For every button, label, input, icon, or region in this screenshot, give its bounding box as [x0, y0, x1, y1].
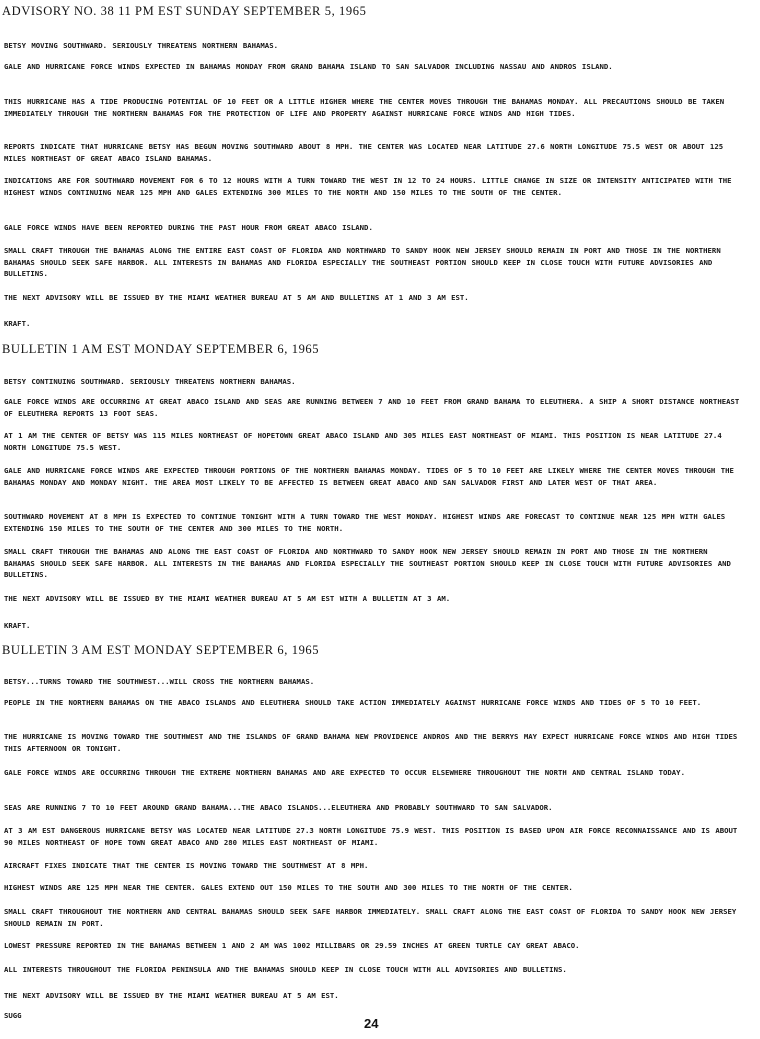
signature: SUGG [4, 1011, 22, 1020]
paragraph: GALE FORCE WINDS ARE OCCURRING THROUGH THE EXTREME NORTHERN BAHAMAS AND ARE EXPECTED TO OCCUR ELSEWHERE THROUGHOUT THE NORTH AND CENTRAL ISLAND TODAY. [4, 768, 685, 777]
paragraph: THE NEXT ADVISORY WILL BE ISSUED BY THE MIAMI WEATHER BUREAU AT 5 AM AND BULLETINS AT 1 AND 3 AM EST. [4, 293, 469, 302]
paragraph: HIGHEST WINDS ARE 125 MPH NEAR THE CENTER. GALES EXTEND OUT 150 MILES TO THE SOUTH AND 300 MILES TO THE NORTH OF THE CENTER. [4, 883, 573, 892]
bulletin-3am-title: BULLETIN 3 AM EST MONDAY SEPTEMBER 6, 1965 [2, 643, 320, 657]
paragraph: SMALL CRAFT THROUGH THE BAHAMAS ALONG THE ENTIRE EAST COAST OF FLORIDA AND NORTHWARD TO SANDY HOOK NEW JERSEY SHOULD REMAIN IN PORT AND THOSE IN THE NORTHERN BAHAMAS SHOULD SEEK SAFE HARBOR. ALL INTERESTS IN BAHAMAS AND FLORIDA ESPECIALLY THE SOUTHEAST PORTION SHOULD KEEP IN CLOSE TOUCH WITH FUTURE ADVISORIES AND BULLETINS. [4, 246, 721, 278]
paragraph: REPORTS INDICATE THAT HURRICANE BETSY HAS BEGUN MOVING SOUTHWARD ABOUT 8 MPH. THE CENTER WAS LOCATED NEAR LATITUDE 27.6 NORTH LONGITUDE 75.5 WEST OR ABOUT 125 MILES NORTHEAST OF GREAT ABACO ISLAND BAHAMAS. [4, 142, 724, 163]
paragraph: AT 1 AM THE CENTER OF BETSY WAS 115 MILES NORTHEAST OF HOPETOWN GREAT ABACO ISLAND AND 305 MILES EAST NORTHEAST OF MIAMI. THIS POSITION IS NEAR LATITUDE 27.4 NORTH LONGITUDE 75.5 WEST. [4, 431, 722, 452]
paragraph: THE NEXT ADVISORY WILL BE ISSUED BY THE MIAMI WEATHER BUREAU AT 5 AM EST WITH A BULLETIN AT 3 AM. [4, 594, 451, 603]
signature: KRAFT. [4, 319, 31, 328]
paragraph: LOWEST PRESSURE REPORTED IN THE BAHAMAS BETWEEN 1 AND 2 AM WAS 1002 MILLIBARS OR 29.59 INCHES AT GREEN TURTLE CAY GREAT ABACO. [4, 941, 580, 950]
paragraph: SOUTHWARD MOVEMENT AT 8 MPH IS EXPECTED TO CONTINUE TONIGHT WITH A TURN TOWARD THE WEST MONDAY. HIGHEST WINDS ARE FORECAST TO CONTINUE NEAR 125 MPH WITH GALES EXTENDING 150 MILES TO THE SOUTH OF THE CENTER AND 300 MILES TO THE NORTH. [4, 512, 726, 533]
paragraph: GALE FORCE WINDS HAVE BEEN REPORTED DURING THE PAST HOUR FROM GREAT ABACO ISLAND. [4, 223, 373, 232]
paragraph: PEOPLE IN THE NORTHERN BAHAMAS ON THE ABACO ISLANDS AND ELEUTHERA SHOULD TAKE ACTION IMMEDIATELY AGAINST HURRICANE FORCE WINDS AND TIDES OF 5 TO 10 FEET. [4, 698, 702, 707]
paragraph: BETSY MOVING SOUTHWARD. SERIOUSLY THREATENS NORTHERN BAHAMAS. [4, 41, 278, 50]
paragraph: AIRCRAFT FIXES INDICATE THAT THE CENTER IS MOVING TOWARD THE SOUTHWEST AT 8 MPH. [4, 861, 369, 870]
signature: KRAFT. [4, 621, 31, 630]
paragraph: THE NEXT ADVISORY WILL BE ISSUED BY THE MIAMI WEATHER BUREAU AT 5 AM EST. [4, 991, 339, 1000]
page-number: 24 [364, 1016, 379, 1031]
paragraph: SMALL CRAFT THROUGHOUT THE NORTHERN AND CENTRAL BAHAMAS SHOULD SEEK SAFE HARBOR IMMEDIATELY. SMALL CRAFT ALONG THE EAST COAST OF FLORIDA TO SANDY HOOK NEW JERSEY SHOULD REMAIN IN PORT. [4, 907, 737, 928]
paragraph: BETSY CONTINUING SOUTHWARD. SERIOUSLY THREATENS NORTHERN BAHAMAS. [4, 377, 296, 386]
paragraph: GALE AND HURRICANE FORCE WINDS ARE EXPECTED THROUGH PORTIONS OF THE NORTHERN BAHAMAS MONDAY. TIDES OF 5 TO 10 FEET ARE LIKELY WHERE THE CENTER MOVES THROUGH THE BAHAMAS MONDAY AND MONDAY NIGHT. THE AREA MOST LIKELY TO BE AFFECTED IS BETWEEN GREAT ABACO AND SAN SALVADOR FIRST AND LATER WEST OF THAT AREA. [4, 466, 734, 487]
paragraph: INDICATIONS ARE FOR SOUTHWARD MOVEMENT FOR 6 TO 12 HOURS WITH A TURN TOWARD THE WEST IN 12 TO 24 HOURS. LITTLE CHANGE IN SIZE OR INTENSITY ANTICIPATED WITH THE HIGHEST WINDS CONTINUING NEAR 125 MPH AND GALES EXTENDING 300 MILES TO THE NORTH AND 150 MILES TO THE SOUTH OF THE CENTER. [4, 176, 732, 197]
paragraph: GALE AND HURRICANE FORCE WINDS EXPECTED IN BAHAMAS MONDAY FROM GRAND BAHAMA ISLAND TO SAN SALVADOR INCLUDING NASSAU AND ANDROS ISLAND. [4, 62, 613, 71]
paragraph: BETSY...TURNS TOWARD THE SOUTHWEST...WILL CROSS THE NORTHERN BAHAMAS. [4, 677, 315, 686]
paragraph: SMALL CRAFT THROUGH THE BAHAMAS AND ALONG THE EAST COAST OF FLORIDA AND NORTHWARD TO SANDY HOOK NEW JERSEY SHOULD REMAIN IN PORT AND THOSE IN THE NORTHERN BAHAMAS SHOULD SEEK SAFE HARBOR. ALL INTERESTS IN THE BAHAMAS AND FLORIDA ESPECIALLY THE SOUTHEAST PORTION SHOULD KEEP IN CLOSE TOUCH WITH FUTURE ADVISORIES AND BULLETINS. [4, 547, 731, 579]
advisory-38-title: ADVISORY NO. 38 11 PM EST SUNDAY SEPTEMBER 5, 1965 [2, 4, 367, 18]
paragraph: AT 3 AM EST DANGEROUS HURRICANE BETSY WAS LOCATED NEAR LATITUDE 27.3 NORTH LONGITUDE 75.9 WEST. THIS POSITION IS BASED UPON AIR FORCE RECONNAISSANCE AND IS ABOUT 90 MILES NORTHEAST OF HOPE TOWN GREAT ABACO AND 280 MILES EAST NORTHEAST OF MIAMI. [4, 826, 738, 847]
paragraph: ALL INTERESTS THROUGHOUT THE FLORIDA PENINSULA AND THE BAHAMAS SHOULD KEEP IN CLOSE TOUCH WITH ALL ADVISORIES AND BULLETINS. [4, 965, 567, 974]
paragraph: THE HURRICANE IS MOVING TOWARD THE SOUTHWEST AND THE ISLANDS OF GRAND BAHAMA NEW PROVIDENCE ANDROS AND THE BERRYS MAY EXPECT HURRICANE FORCE WINDS AND HIGH TIDES THIS AFTERNOON OR TONIGHT. [4, 732, 738, 753]
paragraph: SEAS ARE RUNNING 7 TO 10 FEET AROUND GRAND BAHAMA...THE ABACO ISLANDS...ELEUTHERA AND PROBABLY SOUTHWARD TO SAN SALVADOR. [4, 803, 553, 812]
paragraph: GALE FORCE WINDS ARE OCCURRING AT GREAT ABACO ISLAND AND SEAS ARE RUNNING BETWEEN 7 AND 10 FEET FROM GRAND BAHAMA TO ELEUTHERA. A SHIP A SHORT DISTANCE NORTHEAST OF ELEUTHERA REPORTS 13 FOOT SEAS. [4, 397, 740, 418]
bulletin-1am-title: BULLETIN 1 AM EST MONDAY SEPTEMBER 6, 1965 [2, 342, 320, 356]
paragraph: THIS HURRICANE HAS A TIDE PRODUCING POTENTIAL OF 10 FEET OR A LITTLE HIGHER WHERE THE CENTER MOVES THROUGH THE BAHAMAS MONDAY. ALL PRECAUTIONS SHOULD BE TAKEN IMMEDIATELY THROUGH THE NORTHERN BAHAMAS FOR THE PROTECTION OF LIFE AND PROPERTY AGAINST HURRICANE FORCE WINDS AND HIGH TIDES. [4, 97, 725, 118]
